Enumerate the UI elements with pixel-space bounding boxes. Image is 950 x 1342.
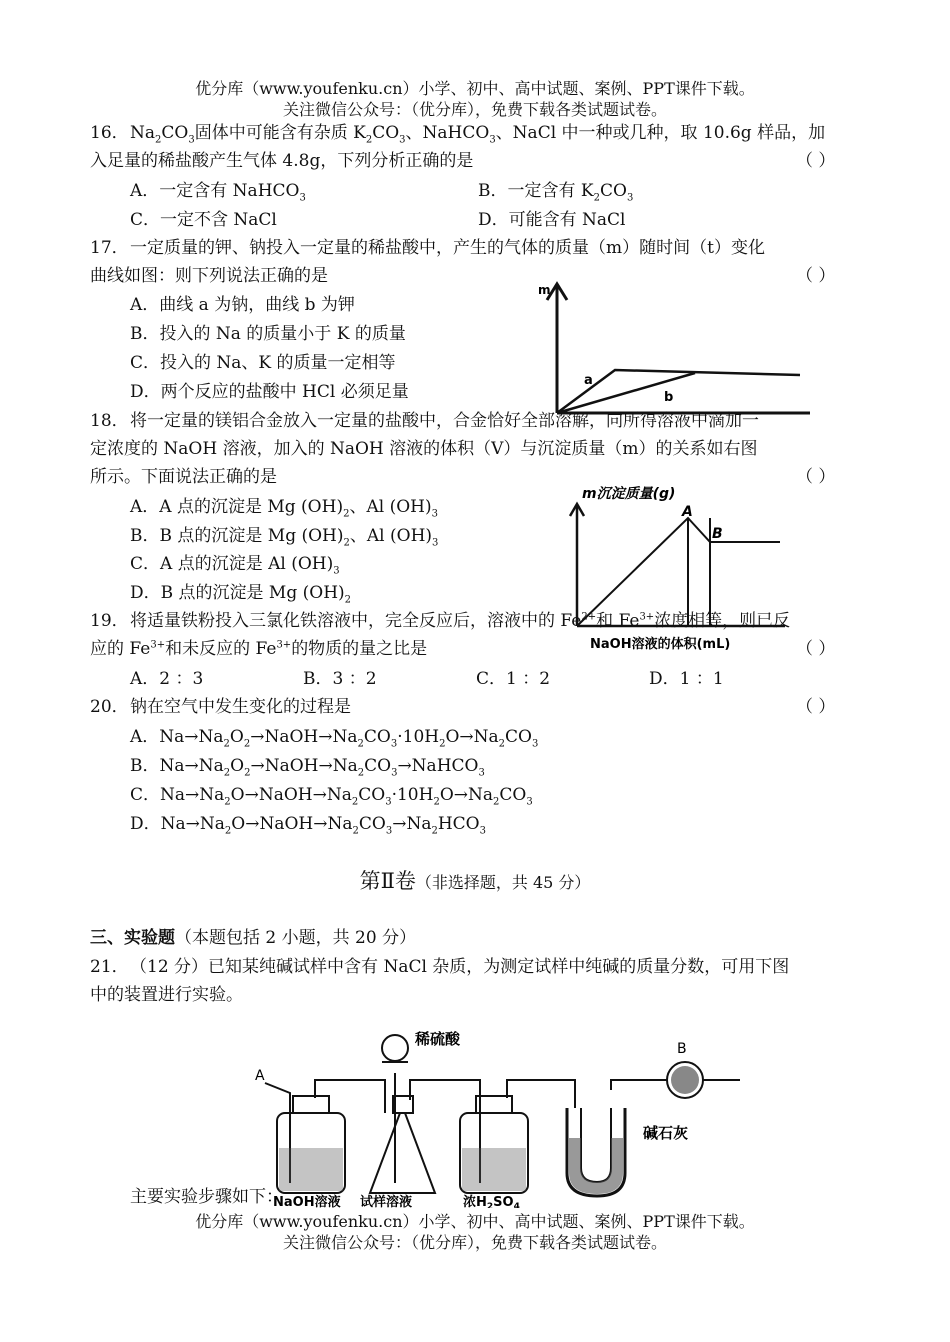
q19-stem-line1: 将适量铁粉投入三氯化铁溶液中，完全反应后，溶液中的 $Fe^{2+}$和 $Fe^{3+}$浓度相等，则已反 (130, 611, 791, 631)
q18-option-a: A．A 点的沉淀是 Mg $(OH)_2$、Al $(OH)_3$ (130, 497, 438, 520)
q18-number: 18． (90, 411, 129, 431)
q18-stem-line3: 所示。下面说法正确的是 (90, 467, 277, 487)
separatory-funnel (382, 1035, 408, 1061)
q19-option-a: A．2 ：3 (130, 669, 204, 689)
q20-answer-blank: （ ） (796, 697, 836, 717)
section2-subtitle: （非选择题，共 45 分） (415, 873, 591, 892)
q18-stem-line2: 定浓度的 NaOH 溶液，加入的 NaOH 溶液的体积（V）与沉淀质量（m）的关系如右图 (90, 439, 758, 459)
q18-option-b: B．B 点的沉淀是 Mg $(OH)_2$、Al $(OH)_3$ (130, 526, 439, 549)
q18-option-c: C．A 点的沉淀是 Al $(OH)_3$ (130, 554, 340, 577)
section3-title: 三、实验题 (90, 928, 175, 948)
flask-sample (370, 1113, 435, 1193)
q21-stem-line2: 中的装置进行实验。 (90, 985, 243, 1005)
q19-option-b: B．3 ：2 (303, 669, 377, 689)
q17-stem-line1: 一定质量的钾、钠投入一定量的稀盐酸中，产生的气体的质量（m）随时间（t）变化 (130, 238, 765, 258)
header-line-1: 优分库（www.youfenku.cn）小学、初中、高中试题、案例、PPT课件下载。 (195, 79, 755, 98)
bottle-h2so4-neck (476, 1096, 512, 1113)
q20-option-c: C．$Na\to Na_2O\to NaOH\to Na_2CO_3\cdot 10H_2O\to Na_2CO_3$ (130, 785, 533, 808)
section2-heading (0, 870, 950, 894)
q21-number: 21． (90, 957, 129, 977)
q17-curve-b (557, 373, 695, 413)
label-conc-h2so4: 浓$H_2SO_4$ (463, 1195, 520, 1208)
q19-option-d: D．1 ：1 (649, 669, 724, 689)
q19-option-c: C．1 ：2 (476, 669, 551, 689)
label-sample: 试样溶液 (360, 1195, 413, 1208)
q19-number: 19． (90, 611, 129, 631)
q16-option-c: C．一定不含 NaCl (130, 210, 277, 230)
header-line-2: 关注微信公众号：（优分库），免费下载各类试题试卷。 (282, 100, 667, 119)
q17-number: 17． (90, 238, 129, 258)
q17-option-d: D．两个反应的盐酸中 HCl 必须足量 (130, 382, 409, 402)
q18-answer-blank: （ ） (796, 467, 836, 487)
q21-stem-line1: （12 分）已知某纯碱试样中含有 NaCl 杂质，为测定试样中纯碱的质量分数，可用下图 (130, 957, 790, 977)
q17-answer-blank: （ ） (796, 266, 836, 286)
label-b: B (677, 1041, 687, 1057)
label-soda-lime: 碱石灰 (643, 1124, 689, 1142)
section3-heading (90, 927, 416, 949)
q16-option-a: A．一定含有 NaHCO$_3$ (130, 181, 306, 204)
label-naoh: NaOH溶液 (273, 1195, 341, 1208)
q18-point-b: B (712, 526, 723, 542)
q16-number: 16． (90, 123, 129, 143)
q16-answer-blank: （ ） (796, 151, 836, 171)
q20-option-d: D．$Na\to Na_2O\to NaOH\to Na_2CO_3\to Na_2HCO_3$ (130, 814, 486, 837)
q21-steps: 主要实验步骤如下： (130, 1187, 283, 1207)
bottle-naoh-neck (293, 1096, 329, 1113)
q17-option-b: B．投入的 Na 的质量小于 K 的质量 (130, 324, 406, 344)
q17-stem-line2: 曲线如图：则下列说法正确的是 (90, 266, 328, 286)
q17-option-c: C．投入的 Na、K 的质量一定相等 (130, 353, 396, 373)
q16-option-b: B．一定含有 $K_2CO_3$ (478, 181, 634, 204)
q17-option-a: A．曲线 a 为钠，曲线 b 为钾 (130, 295, 355, 315)
label-a: A (255, 1068, 265, 1084)
label-dilute-acid: 稀硫酸 (415, 1030, 461, 1048)
q20-number: 20． (90, 697, 129, 717)
q18-stem-line1: 将一定量的镁铝合金放入一定量的盐酸中，合金恰好全部溶解，向所得溶液中滴加一 (130, 411, 759, 431)
u-tube-inner (581, 1108, 611, 1182)
liquid-fills (279, 1066, 699, 1194)
q21-apparatus (245, 1018, 745, 1208)
q16-option-d: D．可能含有 NaCl (478, 210, 626, 230)
section2-title: 第Ⅱ卷 (359, 869, 416, 893)
footer-line-1: 优分库（www.youfenku.cn）小学、初中、高中试题、案例、PPT课件下载。 (195, 1212, 755, 1231)
q18-option-d: D．B 点的沉淀是 Mg $(OH)_2$ (130, 583, 352, 606)
q19-answer-blank: （ ） (796, 639, 836, 659)
q20-stem: 钠在空气中发生变化的过程是 (130, 697, 351, 717)
q17-label-a: a (584, 373, 593, 388)
q17-label-b: b (664, 390, 674, 405)
q19-stem-line2: 应的 $Fe^{3+}$和未反应的 $Fe^{3+}$的物质的量之比是 (90, 639, 428, 659)
tube-3-u (507, 1080, 575, 1108)
footer-line-2: 关注微信公众号：（优分库），免费下载各类试题试卷。 (282, 1233, 667, 1252)
q17-curve-a (557, 370, 800, 413)
q17-graph (520, 278, 820, 418)
tube-u-b (611, 1080, 655, 1090)
q16-stem-line2: 入足量的稀盐酸产生气体 4.8g，下列分析正确的是 (90, 151, 474, 171)
q16-stem-line1: $Na_2CO_3$固体中可能含有杂质 $K_2CO_3$、NaHCO$_3$、NaCl 中一种或几种，取 10.6g 样品，加 (130, 123, 826, 146)
q18-x-label: NaOH溶液的体积(mL) (590, 637, 731, 652)
q18-point-a: A (682, 504, 693, 520)
section3-subtitle: （本题包括 2 小题，共 20 分） (175, 928, 417, 948)
q20-option-b: B．$Na\to Na_2O_2\to NaOH\to Na_2CO_3\to NaHCO_3$ (130, 756, 485, 779)
q17-y-label: m (538, 283, 551, 297)
q20-option-a: A．$Na\to Na_2O_2\to NaOH\to Na_2CO_3\cdot 10H_2O\to Na_2CO_3$ (130, 727, 539, 750)
q18-y-label: m沉淀质量(g) (582, 486, 676, 502)
